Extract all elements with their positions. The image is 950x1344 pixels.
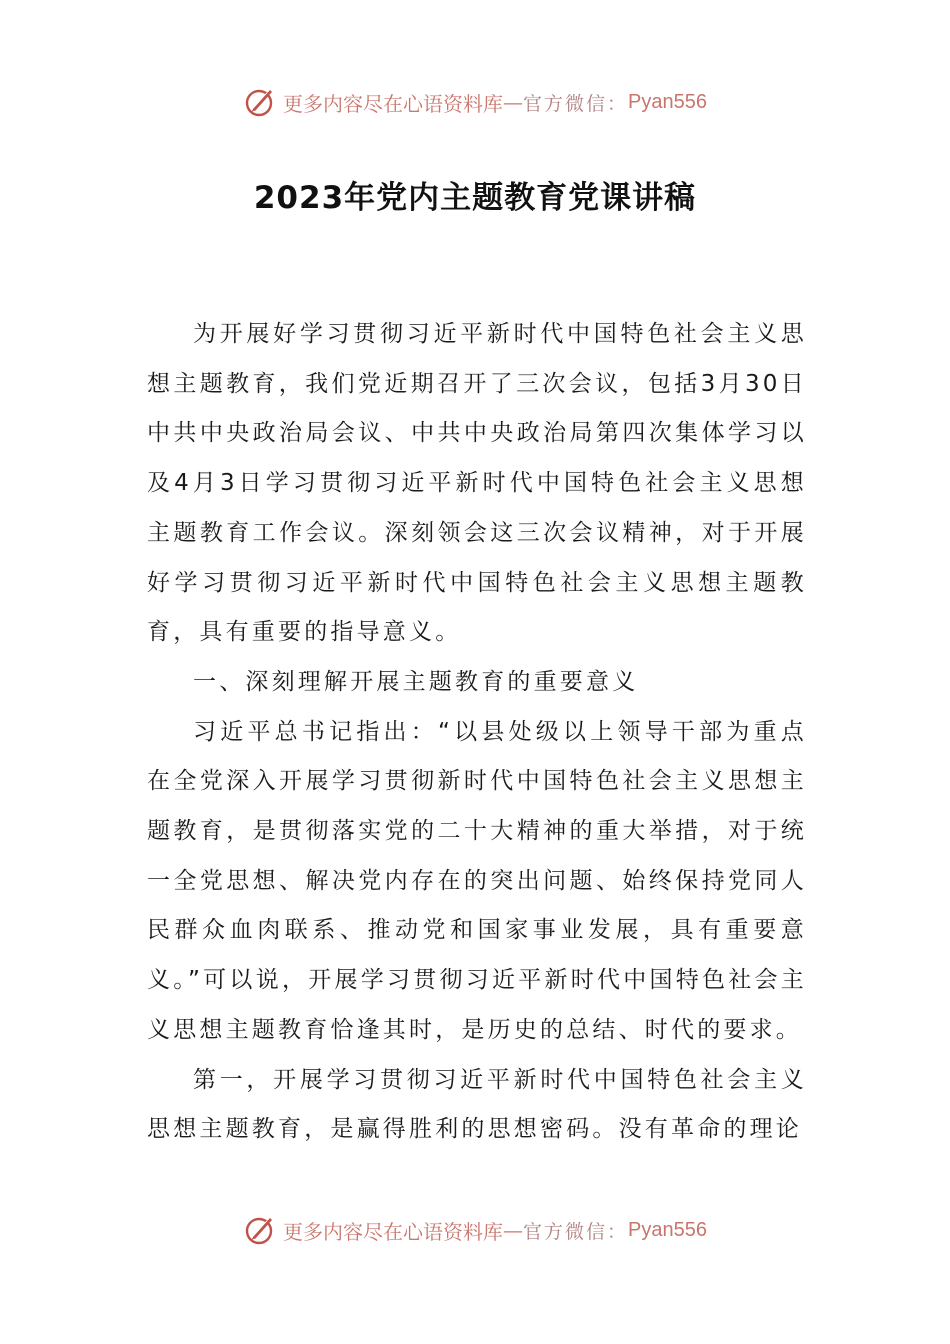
watermark-dash: — bbox=[503, 90, 523, 114]
watermark-wechat-id: Pyan556 bbox=[628, 1218, 707, 1241]
watermark-wechat-label: 官方微信： bbox=[523, 92, 629, 115]
paragraph-intro: 为开展好学习贯彻习近平新时代中国特色社会主义思想主题教育，我们党近期召开了三次会议，包括3月30日中共中央政治局会议、中共中央政治局第四次集体学习以及4月3日学习贯彻习近平新时代中国特色社会主义思想主题教育工作会议。深刻领会这三次会议精神，对于开展好学习贯彻习近平新时代中国特色社会主义思想主题教育，具有重要的指导意义。 bbox=[147, 321, 807, 646]
document-title: 2023年党内主题教育党课讲稿 bbox=[253, 180, 697, 216]
watermark-header bbox=[0, 82, 950, 122]
watermark-dash: — bbox=[503, 1218, 523, 1242]
watermark-main-text: 更多内容尽在心语资料库 bbox=[283, 91, 503, 116]
quill-logo-icon bbox=[243, 1213, 277, 1247]
watermark-wechat-id: Pyan556 bbox=[628, 90, 707, 113]
quill-logo-icon bbox=[243, 85, 277, 119]
paragraph-first-point: 第一，开展学习贯彻习近平新时代中国特色社会主义思想主题教育，是赢得胜利的思想密码。没有革命的理论 bbox=[147, 1066, 807, 1143]
watermark-main-text: 更多内容尽在心语资料库 bbox=[283, 1219, 503, 1244]
watermark-wechat-label: 官方微信： bbox=[523, 1220, 629, 1243]
paragraph-quote: 习近平总书记指出：“以县处级以上领导干部为重点在全党深入开展学习贯彻新时代中国特色社会主义思想主题教育，是贯彻落实党的二十大精神的重大举措，对于统一全党思想、解决党内存在的突出问题、始终保持党同人民群众血肉联系、推动党和国家事业发展，具有重要意义。”可以说，开展学习贯彻习近平新时代中国特色社会主义思想主题教育恰逢其时，是历史的总结、时代的要求。 bbox=[147, 718, 807, 1043]
watermark-footer bbox=[0, 1210, 950, 1250]
document-body bbox=[147, 310, 807, 1155]
section-heading-1: 一、深刻理解开展主题教育的重要意义 bbox=[193, 668, 639, 695]
